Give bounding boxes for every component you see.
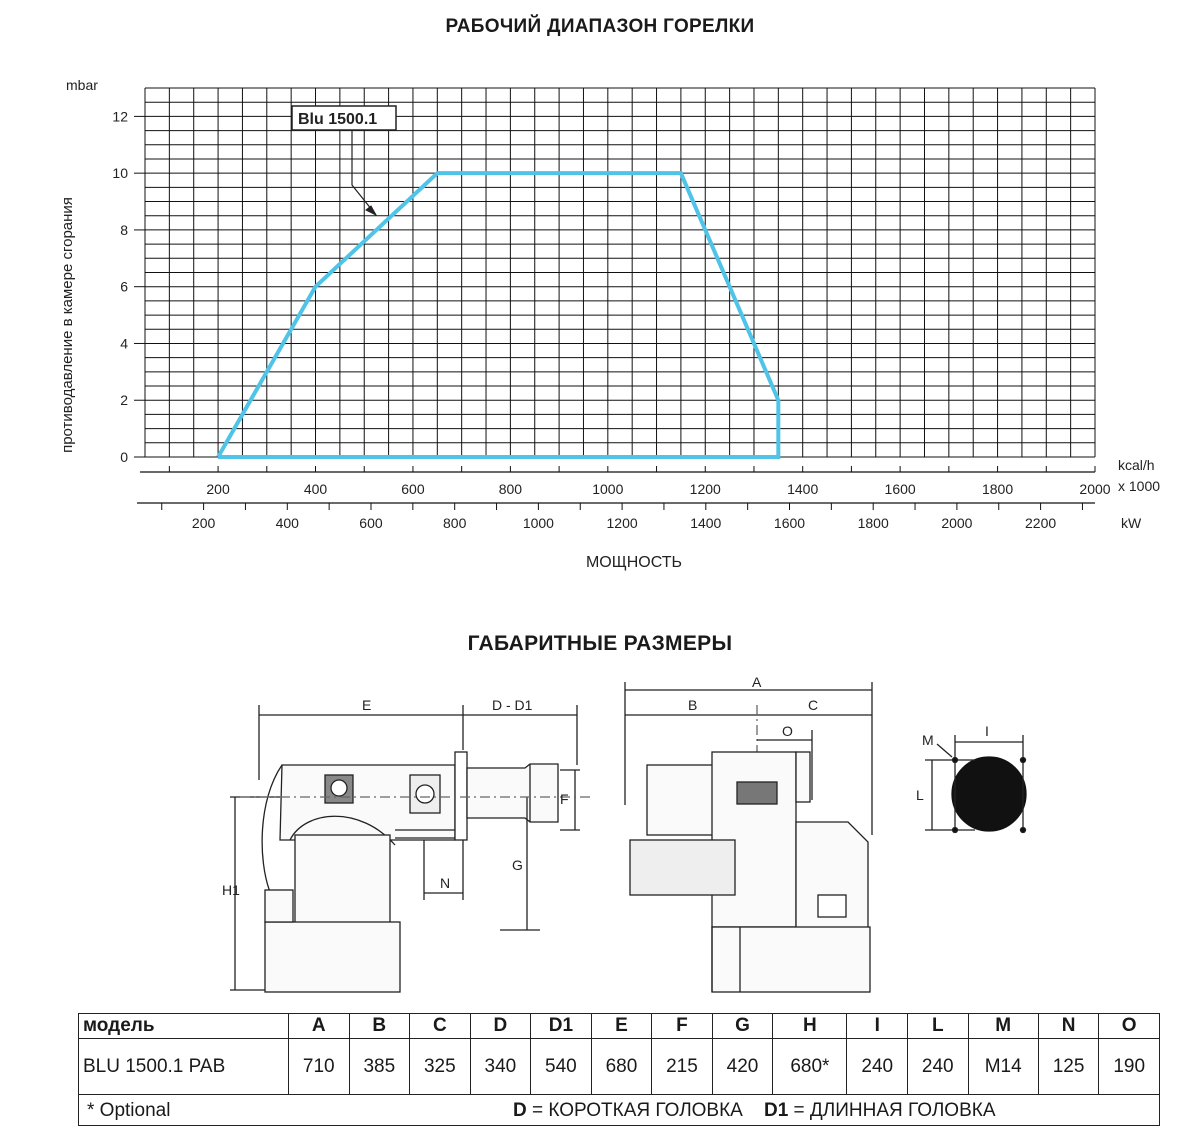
kcal-tick-label: 1600 — [884, 481, 916, 497]
y-tick-label: 2 — [120, 392, 128, 409]
header-m: M — [968, 1014, 1038, 1039]
x-axis-title: МОЩНОСТЬ — [585, 554, 683, 571]
chart-grid — [145, 88, 1095, 457]
header-d1: D1 — [531, 1014, 592, 1039]
y-unit-label: mbar — [66, 77, 98, 93]
y-tick-label: 12 — [112, 108, 128, 125]
kcal-multiplier-label: x 1000 — [1118, 478, 1161, 494]
label-M: M — [922, 732, 934, 748]
y-tick-label: 10 — [112, 165, 128, 182]
header-g: G — [712, 1014, 773, 1039]
kw-tick-label: 1400 — [690, 515, 722, 531]
y-tick-label: 8 — [120, 221, 128, 238]
kcal-tick-label: 1800 — [981, 481, 1014, 497]
cell-h: 680* — [773, 1039, 847, 1095]
kcal-tick-label: 2000 — [1079, 481, 1111, 497]
kcal-tick-label: 800 — [498, 481, 523, 497]
kcal-tick-label: 400 — [303, 481, 328, 497]
header-i: I — [847, 1014, 908, 1039]
cell-c: 325 — [410, 1039, 471, 1095]
legend-d-text: = КОРОТКАЯ ГОЛОВКА — [526, 1100, 743, 1121]
cell-e: 680 — [591, 1039, 652, 1095]
label-I: I — [985, 723, 989, 739]
label-L: L — [916, 787, 924, 803]
header-l: L — [908, 1014, 969, 1039]
kcal-unit-label: kcal/h — [1118, 457, 1155, 473]
label-D-D1: D - D1 — [492, 697, 533, 713]
y-axis-ticks — [112, 108, 145, 465]
label-A: A — [752, 674, 762, 690]
front-view-drawing — [625, 682, 872, 992]
y-tick-label: 6 — [120, 278, 128, 295]
kw-tick-label: 1200 — [606, 515, 638, 531]
x-axes — [137, 466, 1111, 531]
footnote-optional: * Optional — [87, 1100, 171, 1121]
legend-d1-key: D1 — [763, 1100, 789, 1121]
kcal-tick-label: 1400 — [787, 481, 819, 497]
y-tick-label: 0 — [120, 449, 128, 465]
label-C: C — [808, 697, 819, 713]
cell-d: 340 — [470, 1039, 531, 1095]
cell-f: 215 — [652, 1039, 713, 1095]
kw-tick-label: 1600 — [773, 515, 806, 531]
header-d: D — [470, 1014, 531, 1039]
kw-tick-label: 2200 — [1025, 515, 1057, 531]
flange-hole-drawing — [925, 735, 1026, 833]
cell-l: 240 — [908, 1039, 969, 1095]
table-row — [79, 1039, 1160, 1095]
cell-a: 710 — [289, 1039, 350, 1095]
cell-g: 420 — [712, 1039, 773, 1095]
label-B: B — [688, 697, 698, 713]
chart-title: РАБОЧИЙ ДИАПАЗОН ГОРЕЛКИ — [445, 16, 755, 37]
cell-b: 385 — [349, 1039, 410, 1095]
label-N: N — [440, 875, 451, 891]
dimensions-table — [78, 1013, 1160, 1126]
legend-d-key: D — [513, 1100, 527, 1121]
kcal-tick-label: 600 — [401, 481, 425, 497]
label-O: O — [782, 723, 793, 739]
dimensions-title: ГАБАРИТНЫЕ РАЗМЕРЫ — [467, 632, 733, 655]
label-E: E — [362, 697, 372, 713]
table-header-row — [79, 1014, 1160, 1039]
series-callout-label: Blu 1500.1 — [298, 111, 378, 128]
header-n: N — [1038, 1014, 1099, 1039]
kw-tick-label: 400 — [275, 515, 299, 531]
head-legend — [513, 1100, 996, 1122]
kcal-tick-label: 1200 — [689, 481, 721, 497]
dimension-drawings — [0, 660, 1200, 1005]
cell-m: M14 — [968, 1039, 1038, 1095]
cell-d1: 540 — [531, 1039, 592, 1095]
label-H1: H1 — [222, 882, 240, 898]
header-e: E — [591, 1014, 652, 1039]
kcal-tick-label: 1000 — [592, 481, 624, 497]
kw-tick-label: 200 — [191, 515, 216, 531]
cell-model: BLU 1500.1 PAB — [79, 1039, 289, 1095]
cell-n: 125 — [1038, 1039, 1099, 1095]
label-F: F — [560, 791, 569, 807]
kw-tick-label: 600 — [359, 515, 383, 531]
kw-tick-label: 1800 — [857, 515, 889, 531]
kw-tick-label: 2000 — [941, 515, 973, 531]
kw-tick-label: 1000 — [522, 515, 554, 531]
header-h: H — [773, 1014, 847, 1039]
header-f: F — [652, 1014, 713, 1039]
header-c: C — [410, 1014, 471, 1039]
y-tick-label: 4 — [120, 335, 128, 352]
cell-o: 190 — [1099, 1039, 1160, 1095]
header-b: B — [349, 1014, 410, 1039]
callout-arrowhead — [366, 206, 376, 215]
header-a: A — [289, 1014, 350, 1039]
side-view-drawing — [230, 705, 590, 992]
label-G: G — [512, 857, 523, 873]
header-o: O — [1099, 1014, 1160, 1039]
cell-i: 240 — [847, 1039, 908, 1095]
header-model: модель — [79, 1014, 289, 1039]
kw-tick-label: 800 — [443, 515, 467, 531]
kcal-tick-label: 200 — [206, 481, 230, 497]
legend-d1-text: = ДЛИННАЯ ГОЛОВКА — [788, 1100, 996, 1121]
kw-unit-label: kW — [1121, 515, 1142, 531]
table-footnote-row — [79, 1095, 1160, 1126]
y-axis-title: противодавление в камере сгорания — [59, 197, 76, 453]
